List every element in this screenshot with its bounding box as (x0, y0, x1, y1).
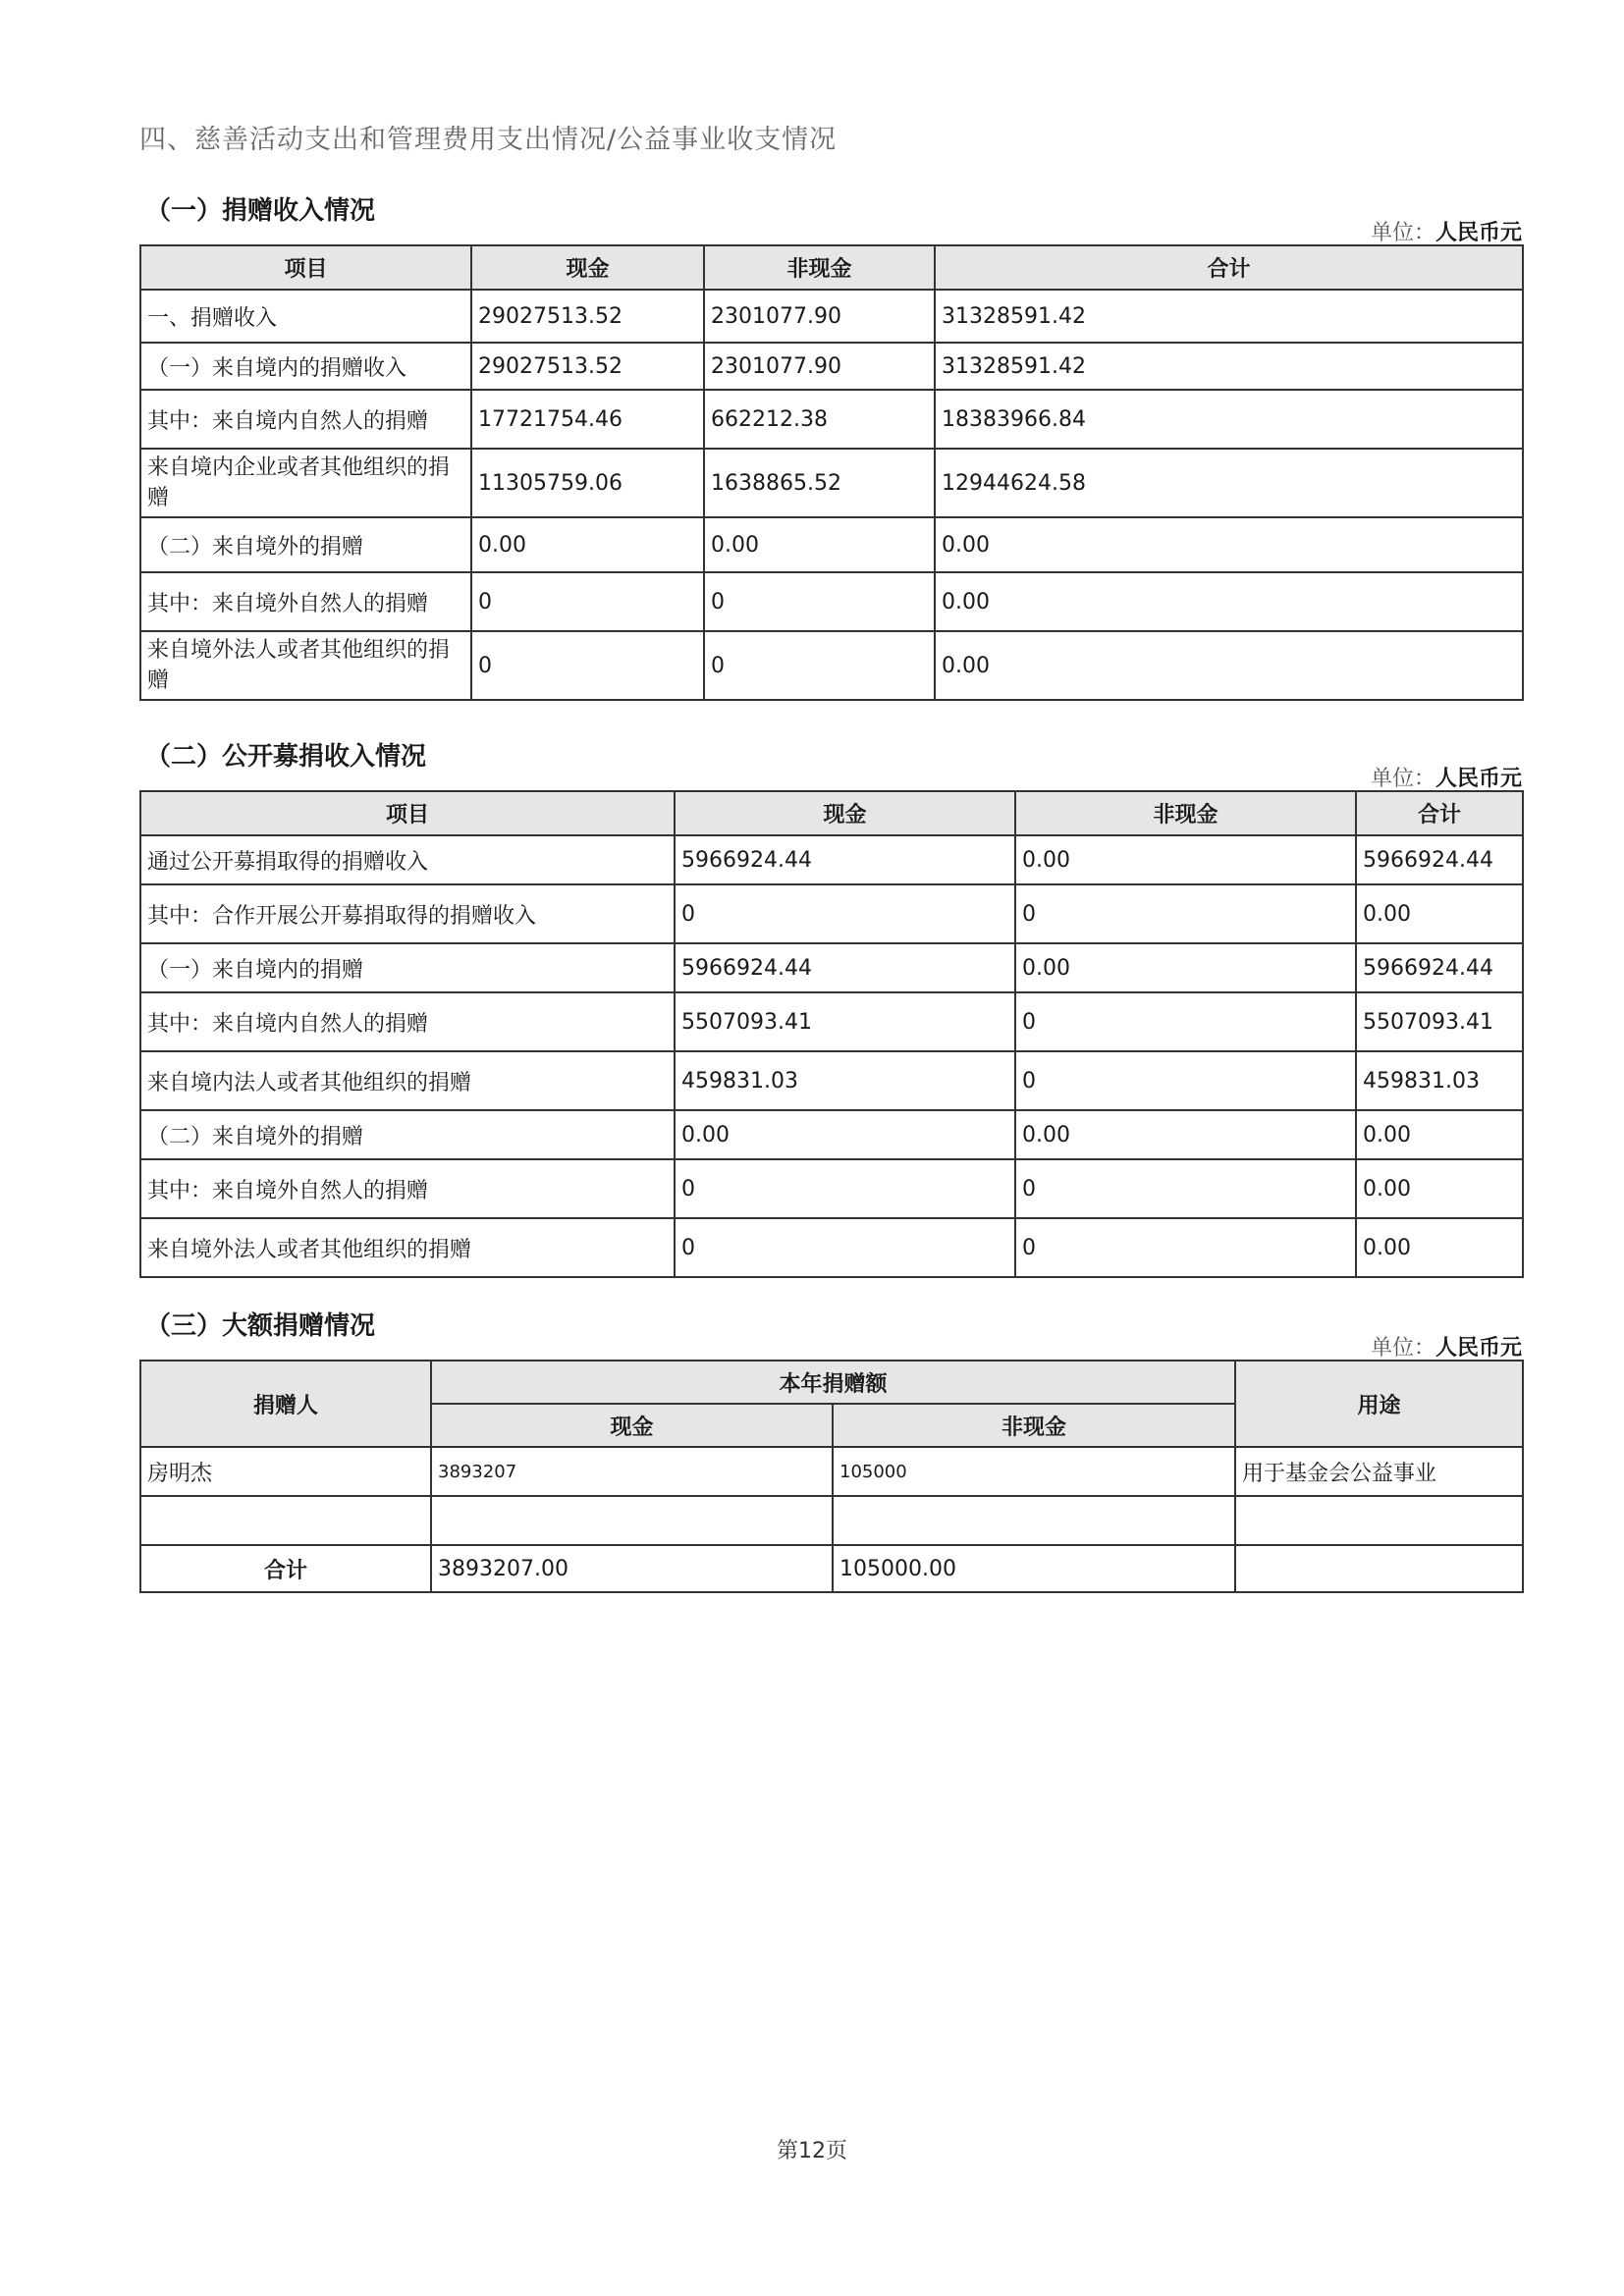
donor-cell (140, 1496, 431, 1545)
cash-cell: 17721754.46 (471, 390, 704, 449)
noncash-cell: 0 (704, 631, 935, 700)
section3-unit: 单位：人民币元 (1370, 1336, 1522, 1361)
col-header-item: 项目 (140, 791, 675, 835)
use-cell: 用于基金会公益事业 (1235, 1447, 1523, 1496)
large-donation-table (139, 1360, 1524, 1593)
donor-cell: 房明杰 (140, 1447, 431, 1496)
table-row (140, 1110, 1523, 1159)
row-label: （一）来自境内的捐赠收入 (140, 343, 471, 390)
total-cell: 18383966.84 (935, 390, 1523, 449)
table-row (140, 1218, 1523, 1277)
col-header-cash: 现金 (471, 245, 704, 290)
row-label: （二）来自境外的捐赠 (140, 517, 471, 572)
noncash-cell (833, 1496, 1235, 1545)
row-label: 其中：合作开展公开募捐取得的捐赠收入 (140, 884, 675, 943)
cash-cell: 11305759.06 (471, 449, 704, 517)
cash-cell: 5507093.41 (675, 992, 1015, 1051)
table-header-row (140, 245, 1523, 290)
section2-unit: 单位：人民币元 (1370, 767, 1522, 791)
row-label: （一）来自境内的捐赠 (140, 943, 675, 992)
row-label: 来自境内企业或者其他组织的捐赠 (140, 449, 471, 517)
col-header-noncash: 非现金 (833, 1404, 1235, 1447)
use-cell (1235, 1496, 1523, 1545)
col-header-noncash: 非现金 (704, 245, 935, 290)
section2-title: （二）公开募捐收入情况 (145, 742, 427, 772)
noncash-cell: 0.00 (1015, 835, 1356, 884)
total-cell: 0.00 (1356, 1159, 1523, 1218)
col-header-total: 合计 (935, 245, 1523, 290)
total-noncash-cell: 105000.00 (833, 1545, 1235, 1592)
total-cell: 0.00 (935, 572, 1523, 631)
total-cell: 5507093.41 (1356, 992, 1523, 1051)
row-label: 通过公开募捐取得的捐赠收入 (140, 835, 675, 884)
col-header-noncash: 非现金 (1015, 791, 1356, 835)
cash-cell: 0.00 (675, 1110, 1015, 1159)
public-fundraising-table (139, 790, 1524, 1278)
noncash-cell: 0.00 (704, 517, 935, 572)
section3-title: （三）大额捐赠情况 (145, 1311, 376, 1341)
page-heading: 四、慈善活动支出和管理费用支出情况/公益事业收支情况 (139, 125, 838, 155)
table-row (140, 449, 1523, 517)
cash-cell (431, 1496, 833, 1545)
cash-cell: 0 (675, 884, 1015, 943)
total-cell: 0.00 (1356, 884, 1523, 943)
noncash-cell: 2301077.90 (704, 343, 935, 390)
total-use-cell (1235, 1545, 1523, 1592)
total-cash-cell: 3893207.00 (431, 1545, 833, 1592)
noncash-cell: 0 (1015, 884, 1356, 943)
cash-cell: 29027513.52 (471, 343, 704, 390)
total-cell: 0.00 (935, 631, 1523, 700)
cash-cell: 0 (675, 1159, 1015, 1218)
cash-cell: 29027513.52 (471, 290, 704, 343)
cash-cell: 0 (471, 572, 704, 631)
total-cell: 0.00 (1356, 1218, 1523, 1277)
table-row (140, 572, 1523, 631)
row-label: 其中：来自境内自然人的捐赠 (140, 390, 471, 449)
table-row (140, 884, 1523, 943)
cash-cell: 0 (471, 631, 704, 700)
table-row (140, 517, 1523, 572)
noncash-cell: 0 (1015, 1218, 1356, 1277)
total-cell: 31328591.42 (935, 290, 1523, 343)
row-label: （二）来自境外的捐赠 (140, 1110, 675, 1159)
total-cell: 0.00 (1356, 1110, 1523, 1159)
noncash-cell: 1638865.52 (704, 449, 935, 517)
col-header-cash: 现金 (675, 791, 1015, 835)
table-row (140, 1051, 1523, 1110)
noncash-cell: 0 (1015, 1159, 1356, 1218)
noncash-cell: 662212.38 (704, 390, 935, 449)
cash-cell: 0 (675, 1218, 1015, 1277)
total-cell: 0.00 (935, 517, 1523, 572)
table-row (140, 390, 1523, 449)
table-row (140, 992, 1523, 1051)
table-row (140, 631, 1523, 700)
row-label: 来自境外法人或者其他组织的捐赠 (140, 1218, 675, 1277)
total-cell: 459831.03 (1356, 1051, 1523, 1110)
noncash-cell: 0.00 (1015, 943, 1356, 992)
table-header-row (140, 1361, 1523, 1404)
table-row (140, 1496, 1523, 1545)
row-label: 来自境内法人或者其他组织的捐赠 (140, 1051, 675, 1110)
row-label: 一、捐赠收入 (140, 290, 471, 343)
noncash-cell: 0 (704, 572, 935, 631)
noncash-cell: 0.00 (1015, 1110, 1356, 1159)
table-row (140, 1159, 1523, 1218)
total-label: 合计 (140, 1545, 431, 1592)
table-row (140, 835, 1523, 884)
row-label: 其中：来自境外自然人的捐赠 (140, 572, 471, 631)
table-header-row (140, 791, 1523, 835)
table-row (140, 343, 1523, 390)
row-label: 其中：来自境内自然人的捐赠 (140, 992, 675, 1051)
col-header-cash: 现金 (431, 1404, 833, 1447)
page-number: 第12页 (777, 2139, 847, 2163)
col-header-donor: 捐赠人 (140, 1361, 431, 1447)
total-cell: 5966924.44 (1356, 835, 1523, 884)
cash-cell: 5966924.44 (675, 943, 1015, 992)
noncash-cell: 2301077.90 (704, 290, 935, 343)
col-header-total: 合计 (1356, 791, 1523, 835)
total-cell: 12944624.58 (935, 449, 1523, 517)
table-row (140, 290, 1523, 343)
col-header-item: 项目 (140, 245, 471, 290)
section1-unit: 单位：人民币元 (1370, 221, 1522, 245)
cash-cell: 459831.03 (675, 1051, 1015, 1110)
noncash-cell: 0 (1015, 1051, 1356, 1110)
cash-cell: 0.00 (471, 517, 704, 572)
table-total-row (140, 1545, 1523, 1592)
table-row (140, 1447, 1523, 1496)
col-header-amount: 本年捐赠额 (431, 1361, 1235, 1404)
noncash-cell: 0 (1015, 992, 1356, 1051)
row-label: 其中：来自境外自然人的捐赠 (140, 1159, 675, 1218)
col-header-use: 用途 (1235, 1361, 1523, 1447)
total-cell: 5966924.44 (1356, 943, 1523, 992)
section1-title: （一）捐赠收入情况 (145, 196, 376, 226)
noncash-cell: 105000 (833, 1447, 1235, 1496)
total-cell: 31328591.42 (935, 343, 1523, 390)
row-label: 来自境外法人或者其他组织的捐赠 (140, 631, 471, 700)
table-row (140, 943, 1523, 992)
cash-cell: 5966924.44 (675, 835, 1015, 884)
donation-income-table (139, 244, 1524, 701)
cash-cell: 3893207 (431, 1447, 833, 1496)
